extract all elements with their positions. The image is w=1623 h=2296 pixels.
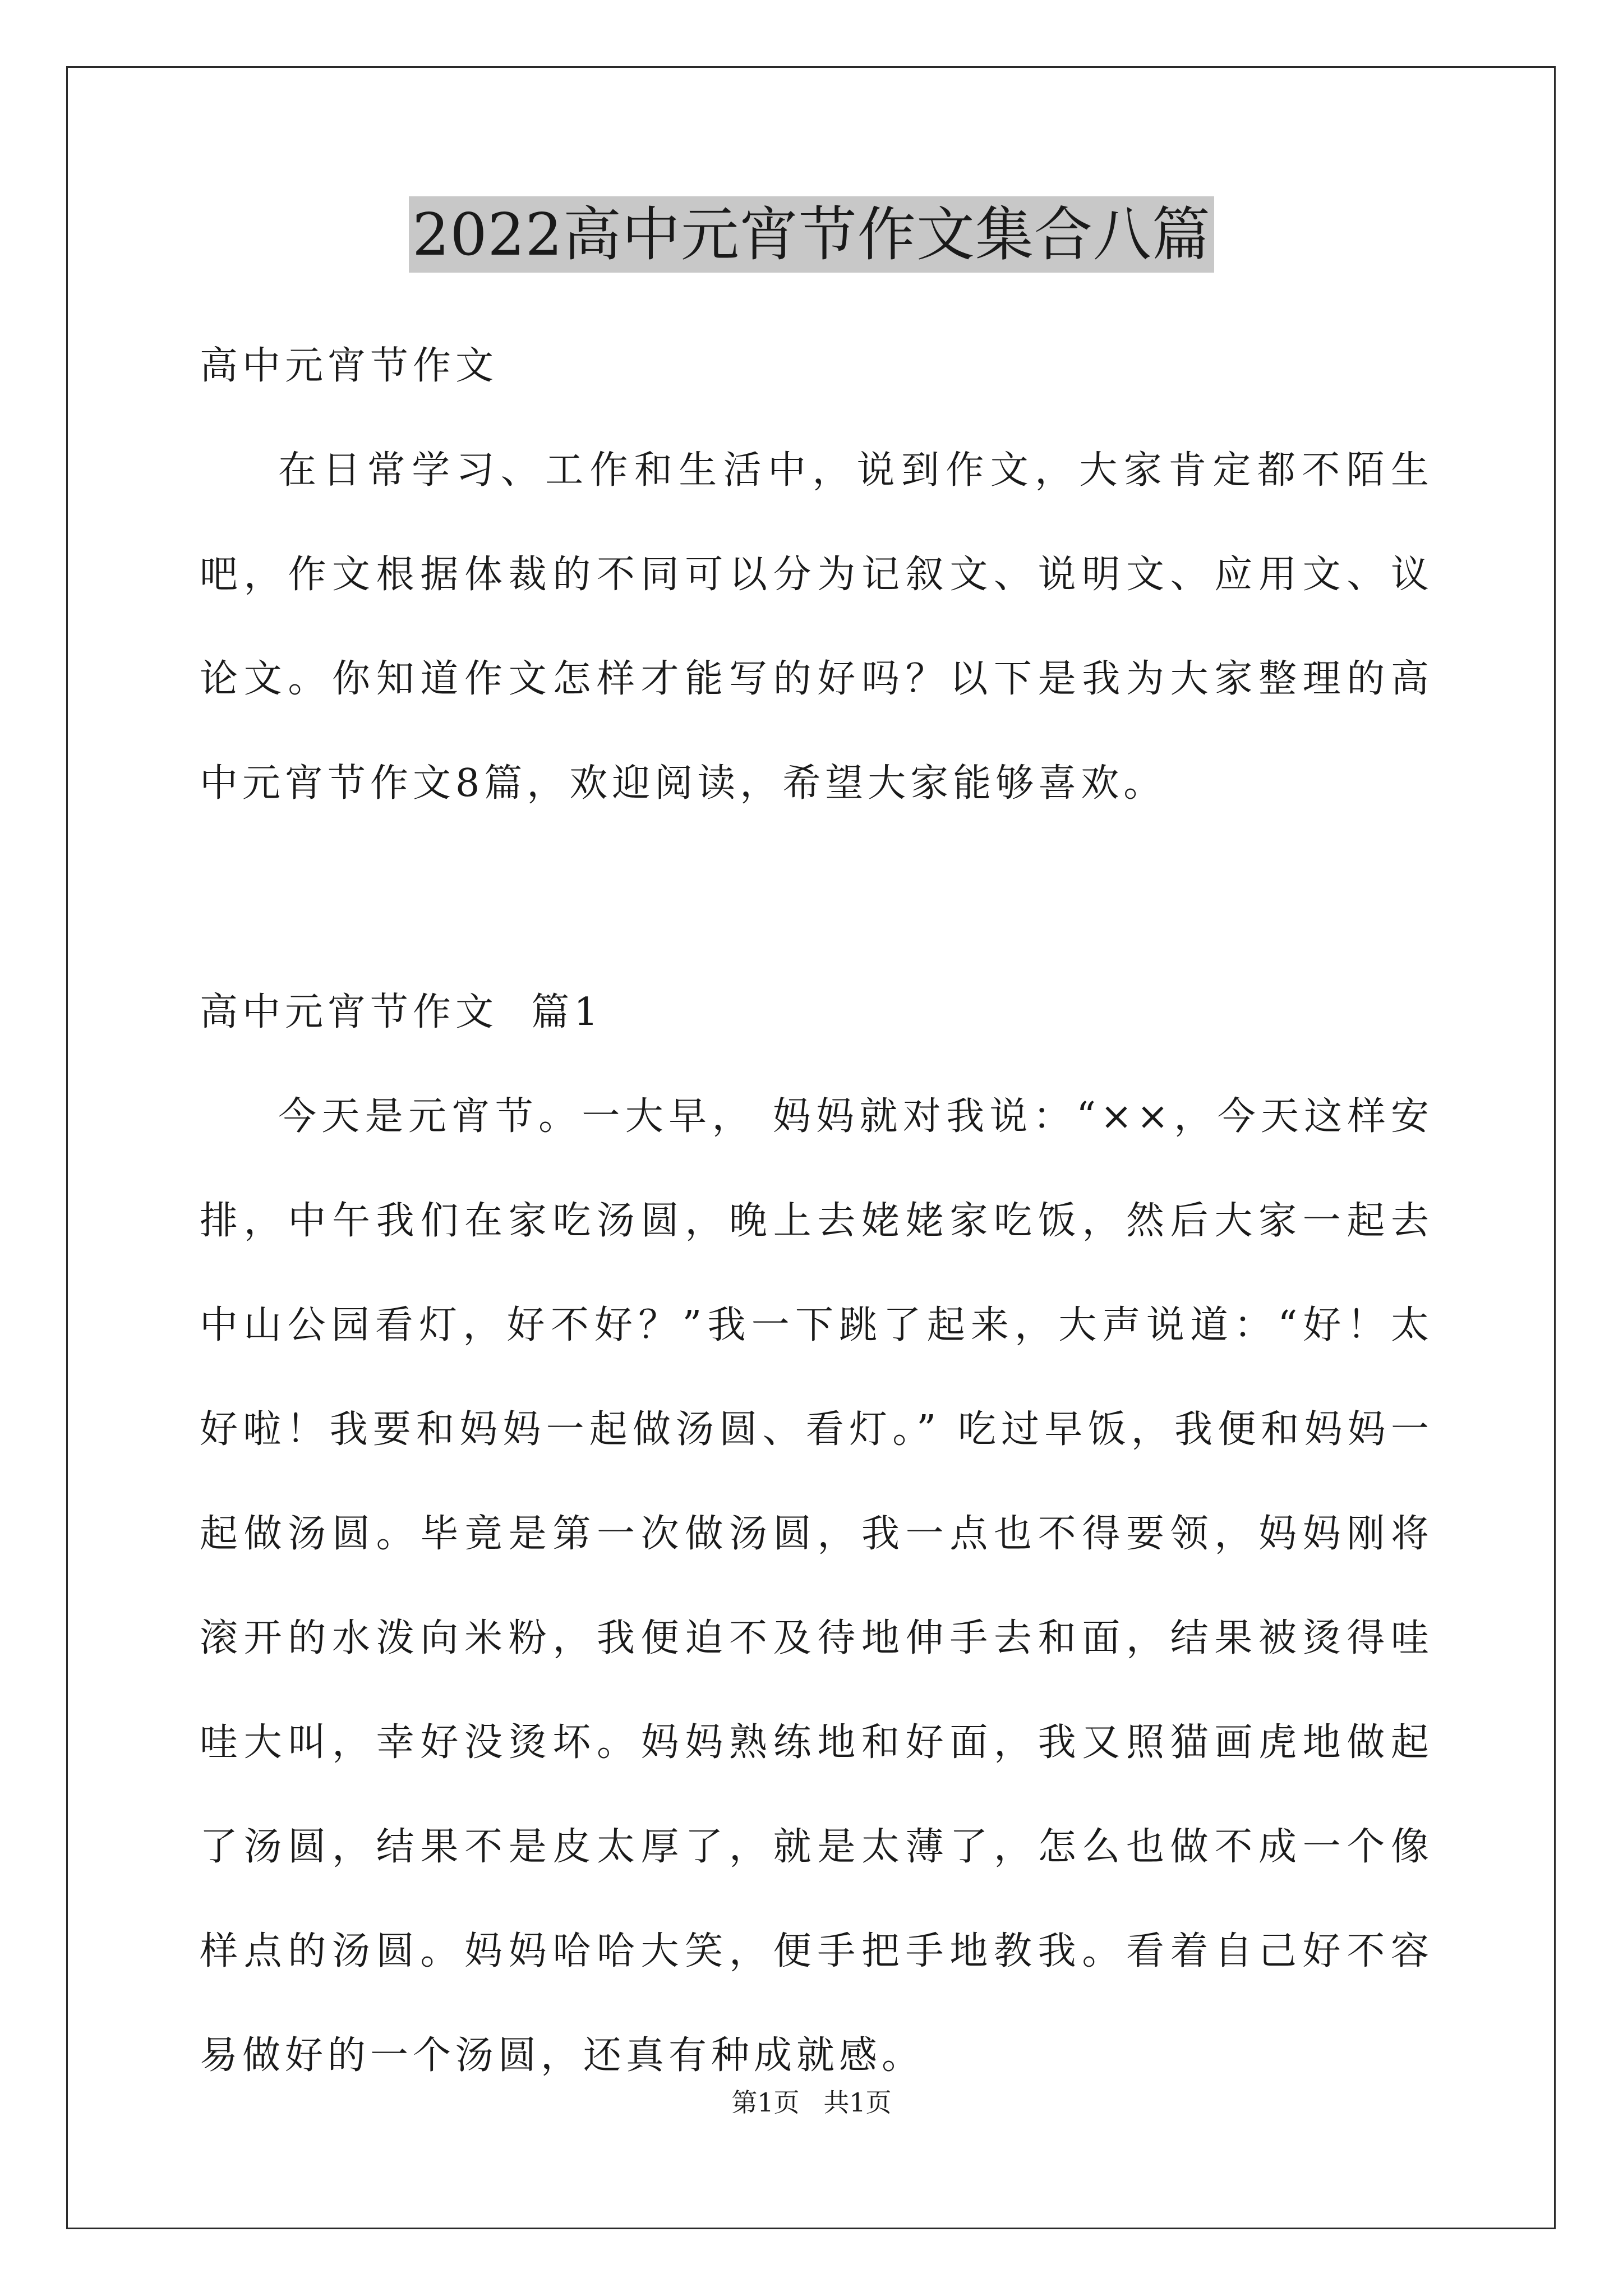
page-footer xyxy=(0,2082,1623,2119)
intro-heading: 高中元宵节作文 xyxy=(200,344,499,388)
document-title: 2022高中元宵节作文集合八篇 xyxy=(409,196,1214,273)
page-total: 共1页 xyxy=(823,2087,892,2118)
section-1-heading: 高中元宵节作文 篇1 xyxy=(200,990,603,1034)
intro-section xyxy=(200,314,1433,836)
section-1-paragraph: 今天是元宵节。一大早， 妈妈就对我说：“××，今天这样安排，中午我们在家吃汤圆，晚上去姥姥家吃饭，然后大家一起去中山公园看灯，好不好？”我一下跳了起来，大声说道：“好！太好啦！我要和妈妈一起做汤圆、看灯。” 吃过早饭，我便和妈妈一起做汤圆。毕竟是第一次做汤圆，我一点也不得要领，妈妈刚将滚开的水泼向米粉，我便迫不及待地伸手去和面，结果被烫得哇哇大叫，幸好没烫坏。妈妈熟练地和好面，我又照猫画虎地做起了汤圆，结果不是皮太厚了，就是太薄了，怎么也做不成一个像样点的汤圆。妈妈哈哈大笑，便手把手地教我。看着自己好不容易做好的一个汤圆，还真有种成就感。 xyxy=(200,1094,1433,2078)
section-1 xyxy=(200,960,1433,2108)
title-container xyxy=(0,196,1623,273)
page-number: 第1页 xyxy=(731,2087,800,2118)
intro-paragraph: 在日常学习、工作和生活中，说到作文，大家肯定都不陌生吧，作文根据体裁的不同可以分为记叙文、说明文、应用文、议论文。你知道作文怎样才能写的好吗？以下是我为大家整理的高中元宵节作文8篇，欢迎阅读，希望大家能够喜欢。 xyxy=(200,448,1433,806)
